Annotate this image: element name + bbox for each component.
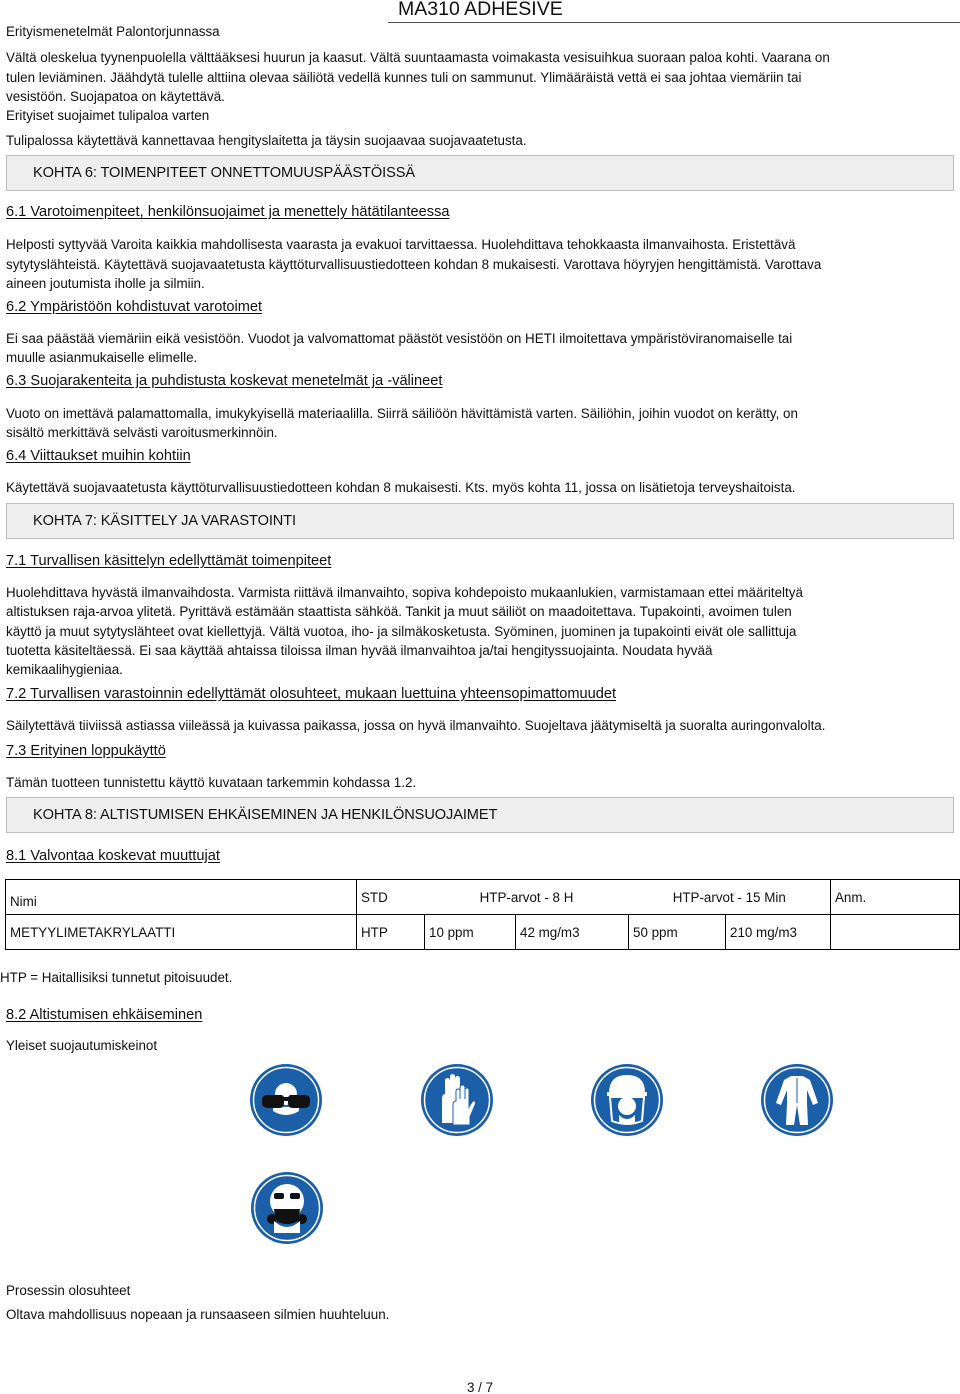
subsection-6-1-title: 6.1 Varotoimenpiteet, henkilönsuojaimet ja menettely hätätilanteessa xyxy=(6,204,450,220)
equip-heading: Erityiset suojaimet tulipaloa varten xyxy=(6,108,210,123)
table-footnote: HTP = Haitallisiksi tunnetut pitoisuudet. xyxy=(0,970,233,985)
paragraph-line: aineen joutumista iholle ja silmiin. xyxy=(6,276,205,291)
paragraph-line: kemikaalihygieniaa. xyxy=(6,662,123,677)
section-8-header xyxy=(6,797,954,833)
subsection-6-4-title: 6.4 Viittaukset muihin kohtiin xyxy=(6,448,191,464)
header-left: Erityismenetelmät Palontorjunnassa xyxy=(6,24,220,39)
paragraph-line: Helposti syttyvää Varoita kaikkia mahdollisesta vaarasta ja evakuoi tarvittaessa. Huolehdittava tehokkaasta ilmanvaihosta. Eristettävä xyxy=(6,237,796,252)
cell-htp8-mg: 42 mg/m3 xyxy=(516,915,629,950)
subsection-8-1-title: 8.1 Valvontaa koskevat muuttujat xyxy=(6,848,220,864)
face-shield-icon xyxy=(590,1063,664,1137)
respirator-icon xyxy=(250,1171,324,1245)
header-rule xyxy=(388,22,960,23)
paragraph-line: Vuoto on imettävä palamattomalla, imukykyisellä materiaalilla. Siirrä säiliöön hävittämistä varten. Säiliöhin, joihin vuodot on kerätty, on xyxy=(6,406,798,421)
paragraph-line: Säilytettävä tiiviissä astiassa viileässä ja kuivassa paikassa, jossa on hyvä ilmanvaihto. Suojeltava jäätymiseltä ja suoralta auringonvalolta. xyxy=(6,718,826,733)
general-measures-label: Yleiset suojautumiskeinot xyxy=(6,1038,158,1053)
fire-line: vesistöön. Suojapatoa on käytettävä. xyxy=(6,89,225,104)
paragraph-line: Ei saa päästää viemäriin eikä vesistöön. Vuodot ja valvomattomat päästöt vesistöön on HETI ilmoitettava ympäristöviranomaiselle tai xyxy=(6,331,793,346)
protective-gloves-icon xyxy=(420,1063,494,1137)
subsection-7-3-title: 7.3 Erityinen loppukäyttö xyxy=(6,743,166,759)
section-7-header xyxy=(6,503,954,539)
exposure-limits-table xyxy=(5,879,960,950)
subsection-7-1-title: 7.1 Turvallisen käsittelyn edellyttämät toimenpiteet xyxy=(6,553,332,569)
paragraph-line: altistuksen raja-arvoa ylitetä. Pyrittävä estämään staattista sähköä. Tankit ja muut säiliöt on maadoitettava. Tupakointi, avoimen tulen xyxy=(6,604,792,619)
table-header-row xyxy=(6,880,960,915)
cell-htp15-mg: 210 mg/m3 xyxy=(726,915,831,950)
header-htp-8h: HTP-arvot - 8 H xyxy=(425,880,629,915)
paragraph-line: sisältö merkittävä selvästi varoitusmerkinnöin. xyxy=(6,425,278,440)
paragraph-line: Käytettävä suojavaatetusta käyttöturvallisuustiedotteen kohdan 8 mukaisesti. Kts. myös kohta 11, jossa on lisätietoja terveyshaitoista. xyxy=(6,480,796,495)
header-htp-15min: HTP-arvot - 15 Min xyxy=(629,880,831,915)
section-8-title: KOHTA 8: ALTISTUMISEN EHKÄISEMINEN JA HENKILÖNSUOJAIMET xyxy=(33,807,498,823)
cell-htp8-ppm: 10 ppm xyxy=(425,915,516,950)
cell-htp15-ppm: 50 ppm xyxy=(629,915,726,950)
protective-suit-icon xyxy=(760,1063,834,1137)
paragraph-line: sytytyslähteistä. Käytettävä suojavaatetusta käyttöturvallisuustiedotteen kohdan 8 mukaisesti. Varottava höyryjen hengittämistä. Varottava xyxy=(6,257,822,272)
process-label: Prosessin olosuhteet xyxy=(6,1283,131,1298)
paragraph-line: Huolehdittava hyvästä ilmanvaihdosta. Varmista riittävä ilmanvaihto, sopiva kohdepoisto mukaanlukien, varmistamaan ettei määriteltyä xyxy=(6,585,803,600)
paragraph-line: muulle asianmukaiselle elimelle. xyxy=(6,350,198,365)
section-7-title: KOHTA 7: KÄSITTELY JA VARASTOINTI xyxy=(33,513,296,529)
fire-line: Vältä oleskelua tyynenpuolella välttääksesi huurun ja kaasut. Vältä suuntaamasta voimakasta vesisuihkua suoraan paloa kohti. Vaarana on xyxy=(6,50,830,65)
process-text: Oltava mahdollisuus nopeaan ja runsaaseen silmien huuhteluun. xyxy=(6,1307,390,1322)
table-row xyxy=(6,915,960,950)
cell-note xyxy=(831,915,960,950)
section-6-header xyxy=(6,155,954,191)
equip-text: Tulipalossa käytettävä kannettavaa hengityslaitetta ja täysin suojaavaa suojavaatetusta. xyxy=(6,133,527,148)
header-note: Anm. xyxy=(831,880,960,915)
fire-line: tulen leviäminen. Jäähdytä tulelle alttiina olevaa säiliötä vedellä kunnes tuli on sammunut. Ylimääräistä vettä ei saa johtaa viemäriin tai xyxy=(6,70,802,85)
section-6-title: KOHTA 6: TOIMENPITEET ONNETTOMUUSPÄÄSTÖISSÄ xyxy=(33,165,415,181)
paragraph-line: tuotetta käsiteltäessä. Ei saa käyttää ahtaissa tiloissa ilman hyvää ilmanvaihtoa ja/tai hengityssuojainta. Noudata hyvää xyxy=(6,643,713,658)
document-title: MA310 ADHESIVE xyxy=(398,0,563,20)
cell-substance-name: METYYLIMETAKRYLAATTI xyxy=(6,915,357,950)
header-name: Nimi xyxy=(6,880,357,915)
header-std: STD xyxy=(357,880,425,915)
subsection-7-2-title: 7.2 Turvallisen varastoinnin edellyttämät olosuhteet, mukaan luettuina yhteensopimattomuudet xyxy=(6,686,617,702)
subsection-8-2-title: 8.2 Altistumisen ehkäiseminen xyxy=(6,1007,203,1023)
paragraph-line: käyttö ja muut sytytyslähteet ovat kiellettyjä. Vältä vuotoa, iho- ja silmäkosketusta. Syöminen, juominen ja tupakointi eivät ole sallittuja xyxy=(6,624,797,639)
paragraph-line: Tämän tuotteen tunnistettu käyttö kuvataan tarkemmin kohdassa 1.2. xyxy=(6,775,417,790)
cell-std: HTP xyxy=(357,915,425,950)
page-number: 3 / 7 xyxy=(467,1380,494,1394)
subsection-6-3-title: 6.3 Suojarakenteita ja puhdistusta koskevat menetelmät ja -välineet xyxy=(6,373,443,389)
safety-goggles-icon xyxy=(249,1063,323,1137)
subsection-6-2-title: 6.2 Ympäristöön kohdistuvat varotoimet xyxy=(6,299,263,315)
